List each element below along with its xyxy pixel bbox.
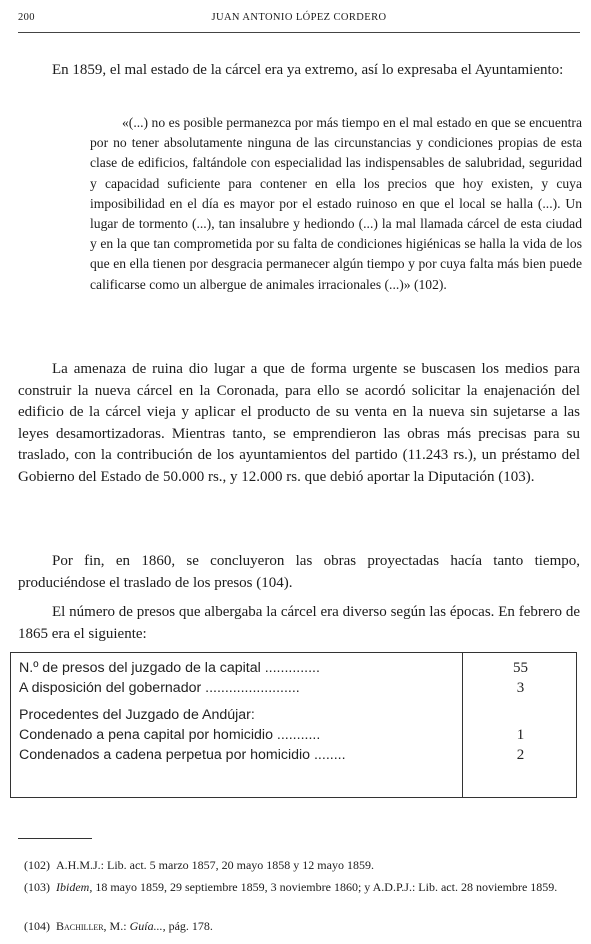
table-row <box>11 707 578 727</box>
table-row <box>11 660 578 680</box>
footnote-work-title: Guía..., <box>129 919 166 933</box>
row-label: Condenado a pena capital por homicidio ........... <box>19 727 321 743</box>
footnote-103 <box>18 879 580 896</box>
intro-paragraph: En 1859, el mal estado de la cárcel era ya extremo, así lo expresaba el Ayuntamiento: <box>52 62 564 78</box>
footnote-number: (102) <box>24 858 50 872</box>
footnote-text: A.H.M.J.: Lib. act. 5 marzo 1857, 20 mayo 1858 y 12 mayo 1859. <box>56 858 374 872</box>
footnote-text: 18 mayo 1859, 29 septiembre 1859, 3 noviembre 1860; y A.D.P.J.: Lib. act. 28 noviembre 1859. <box>92 880 558 894</box>
page-header <box>18 10 580 33</box>
footnote-104 <box>18 918 580 935</box>
row-value: 1 <box>516 727 525 743</box>
body-paragraph-2: Por fin, en 1860, se concluyeron las obras proyectadas hacía tanto tiempo, produciéndose el traslado de los presos (104). <box>18 553 580 591</box>
table-row <box>11 680 578 700</box>
row-value: 3 <box>516 680 525 696</box>
footnote-author: Bachiller, M.: <box>56 919 127 933</box>
body-paragraph-1: La amenaza de ruina dio lugar a que de forma urgente se buscasen los medios para construir la nueva cárcel en la Coronada, para ello se acordó solicitar la enajenación del edificio de la cárcel vieja y aplicar el producto de su venta en la nueva sin sujetarse a las leyes desamortizadoras. Mientras tanto, se emprendieron las obras más precisas para su traslado, con la contribución de los ayuntamientos del partido (11.243 rs.), un préstamo del Gobierno del Estado de 50.000 rs., y 12.000 rs. que debió aportar la Diputación (103). <box>18 361 580 485</box>
footnote-102 <box>18 857 580 874</box>
body-paragraph-3: El número de presos que albergaba la cárcel era diverso según las épocas. En febrero de 1865 era el siguiente: <box>18 604 580 642</box>
footnote-number: (104) <box>24 919 50 933</box>
footnote-ibidem: Ibidem, <box>56 880 93 894</box>
row-label: N.º de presos del juzgado de la capital .............. <box>19 660 320 676</box>
footnote-number: (103) <box>24 880 50 894</box>
table-row <box>11 727 578 747</box>
row-label: A disposición del gobernador ........................ <box>19 680 300 696</box>
row-label: Condenados a cadena perpetua por homicidio ........ <box>19 747 346 763</box>
row-label: Procedentes del Juzgado de Andújar: <box>19 707 255 723</box>
running-title-author: JUAN ANTONIO LÓPEZ CORDERO <box>211 12 387 23</box>
block-quote: «(...) no es posible permanezca por más tiempo en el mal estado en que se encuentra por no tener absolutamente ninguna de las circunstancias y condiciones propias de esta clase de edificios, faltándole con especialidad las indispensables de salubridad, seguridad y capacidad suficiente para contener en ella los precios que hoy existen, y cuya imposibilidad en el día es mayor por el estado ruinoso en que el local se halla (...). Un lugar de tormento (...), tan insalubre y hediondo (...) la mal llamada cárcel de esta ciudad y en la que tan comprometida por su falta de condiciones higiénicas se halla la vida de los que en ella tienen por desgracia permanecer algún tiempo y por cuya falta más bien puede calificarse como un albergue de animales irracionales (...)» (102). <box>90 115 582 292</box>
prisoner-count-table <box>10 652 577 798</box>
row-value: 55 <box>513 660 528 676</box>
row-value: 2 <box>516 747 525 763</box>
footnote-separator <box>18 838 92 839</box>
page-number: 200 <box>18 12 35 23</box>
table-row <box>11 747 578 767</box>
footnote-text: pág. 178. <box>165 919 213 933</box>
